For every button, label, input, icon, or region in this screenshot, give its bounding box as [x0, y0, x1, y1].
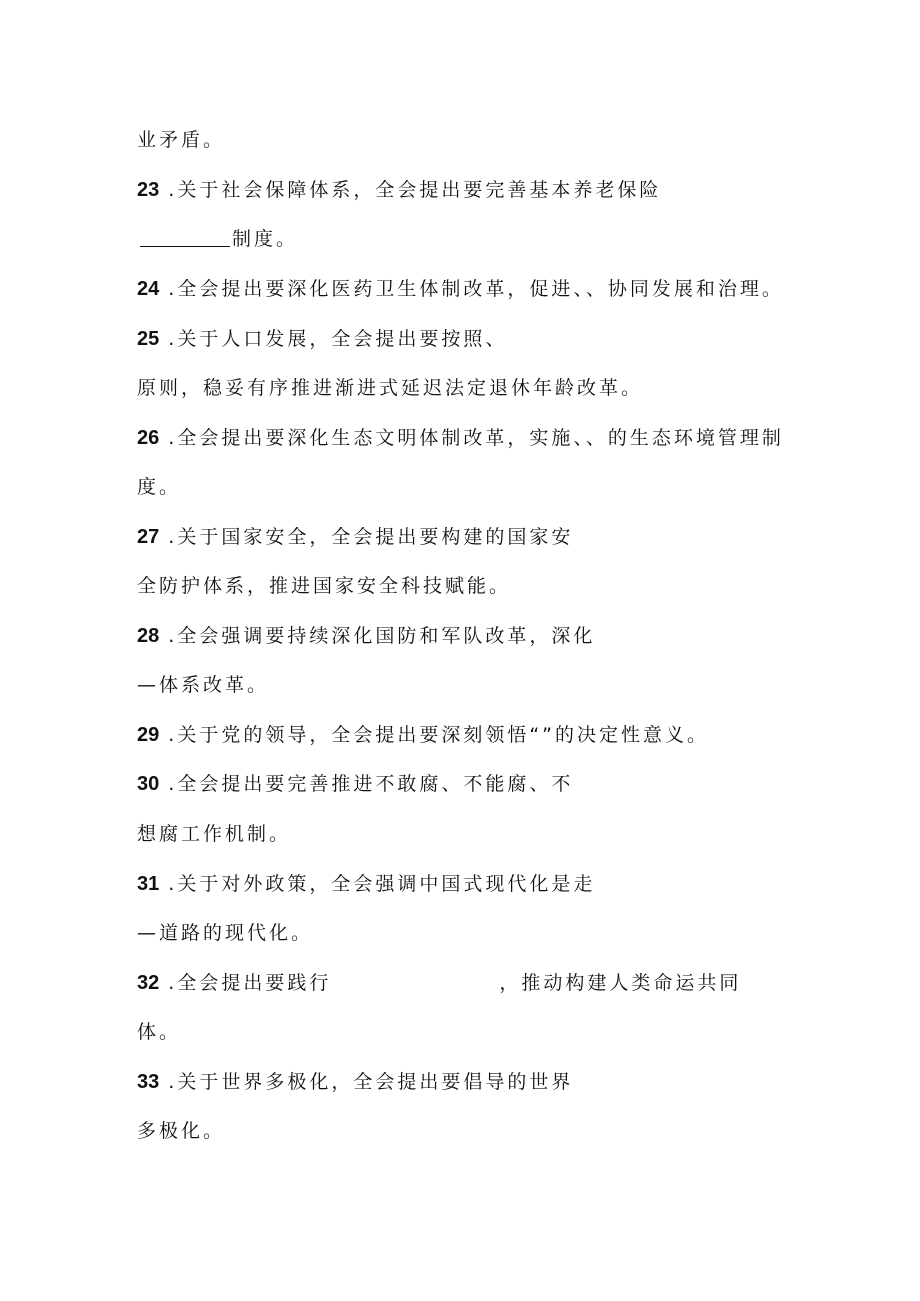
question-28: 28 .全会强调要持续深化国防和军队改革，深化 — [137, 625, 596, 647]
question-number: 30 — [137, 773, 160, 795]
question-24: 24 .全会提出要深化医药卫生体制改革，促进、、协同发展和治理。 — [137, 278, 784, 300]
question-number: 25 — [137, 328, 160, 350]
question-25: 25 .关于人口发展，全会提出要按照、 — [137, 328, 508, 350]
question-23: 23 .关于社会保障体系，全会提出要完善基本养老保险 — [137, 179, 662, 201]
text-line: 想腐工作机制。 — [137, 823, 292, 845]
text-line: 体。 — [137, 1021, 182, 1043]
question-32: 32 .全会提出要践行 ，推动构建人类命运共同 — [137, 972, 742, 994]
question-number: 28 — [137, 625, 160, 647]
question-27: 27 .关于国家安全，全会提出要构建的国家安 — [137, 526, 574, 548]
text-line: 多极化。 — [137, 1120, 226, 1142]
question-number: 29 — [137, 724, 160, 746]
question-31: 31 .关于对外政策，全会强调中国式现代化是走 — [137, 873, 596, 895]
answer-blank — [140, 228, 230, 247]
text-line: 原则，稳妥有序推进渐进式延迟法定退休年龄改革。 — [137, 377, 644, 399]
text-line: —道路的现代化。 — [137, 922, 314, 944]
text-line: 度。 — [137, 476, 182, 498]
question-30: 30 .全会提出要完善推进不敢腐、不能腐、不 — [137, 773, 574, 795]
question-number: 33 — [137, 1071, 160, 1093]
text-line: 业矛盾。 — [137, 129, 226, 151]
question-number: 27 — [137, 526, 160, 548]
question-29: 29 .关于党的领导，全会提出要深刻领悟“”的决定性意义。 — [137, 724, 710, 746]
question-33: 33 .关于世界多极化，全会提出要倡导的世界 — [137, 1071, 574, 1093]
text-line: 制度。 — [140, 227, 298, 251]
question-number: 32 — [137, 972, 160, 994]
text-line: —体系改革。 — [137, 674, 270, 696]
question-number: 31 — [137, 873, 160, 895]
question-number: 24 — [137, 278, 160, 300]
question-number: 26 — [137, 427, 160, 449]
text-line: 全防护体系，推进国家安全科技赋能。 — [137, 575, 512, 597]
question-number: 23 — [137, 179, 160, 201]
question-26: 26 .全会提出要深化生态文明体制改革，实施、、的生态环境管理制 — [137, 427, 784, 449]
